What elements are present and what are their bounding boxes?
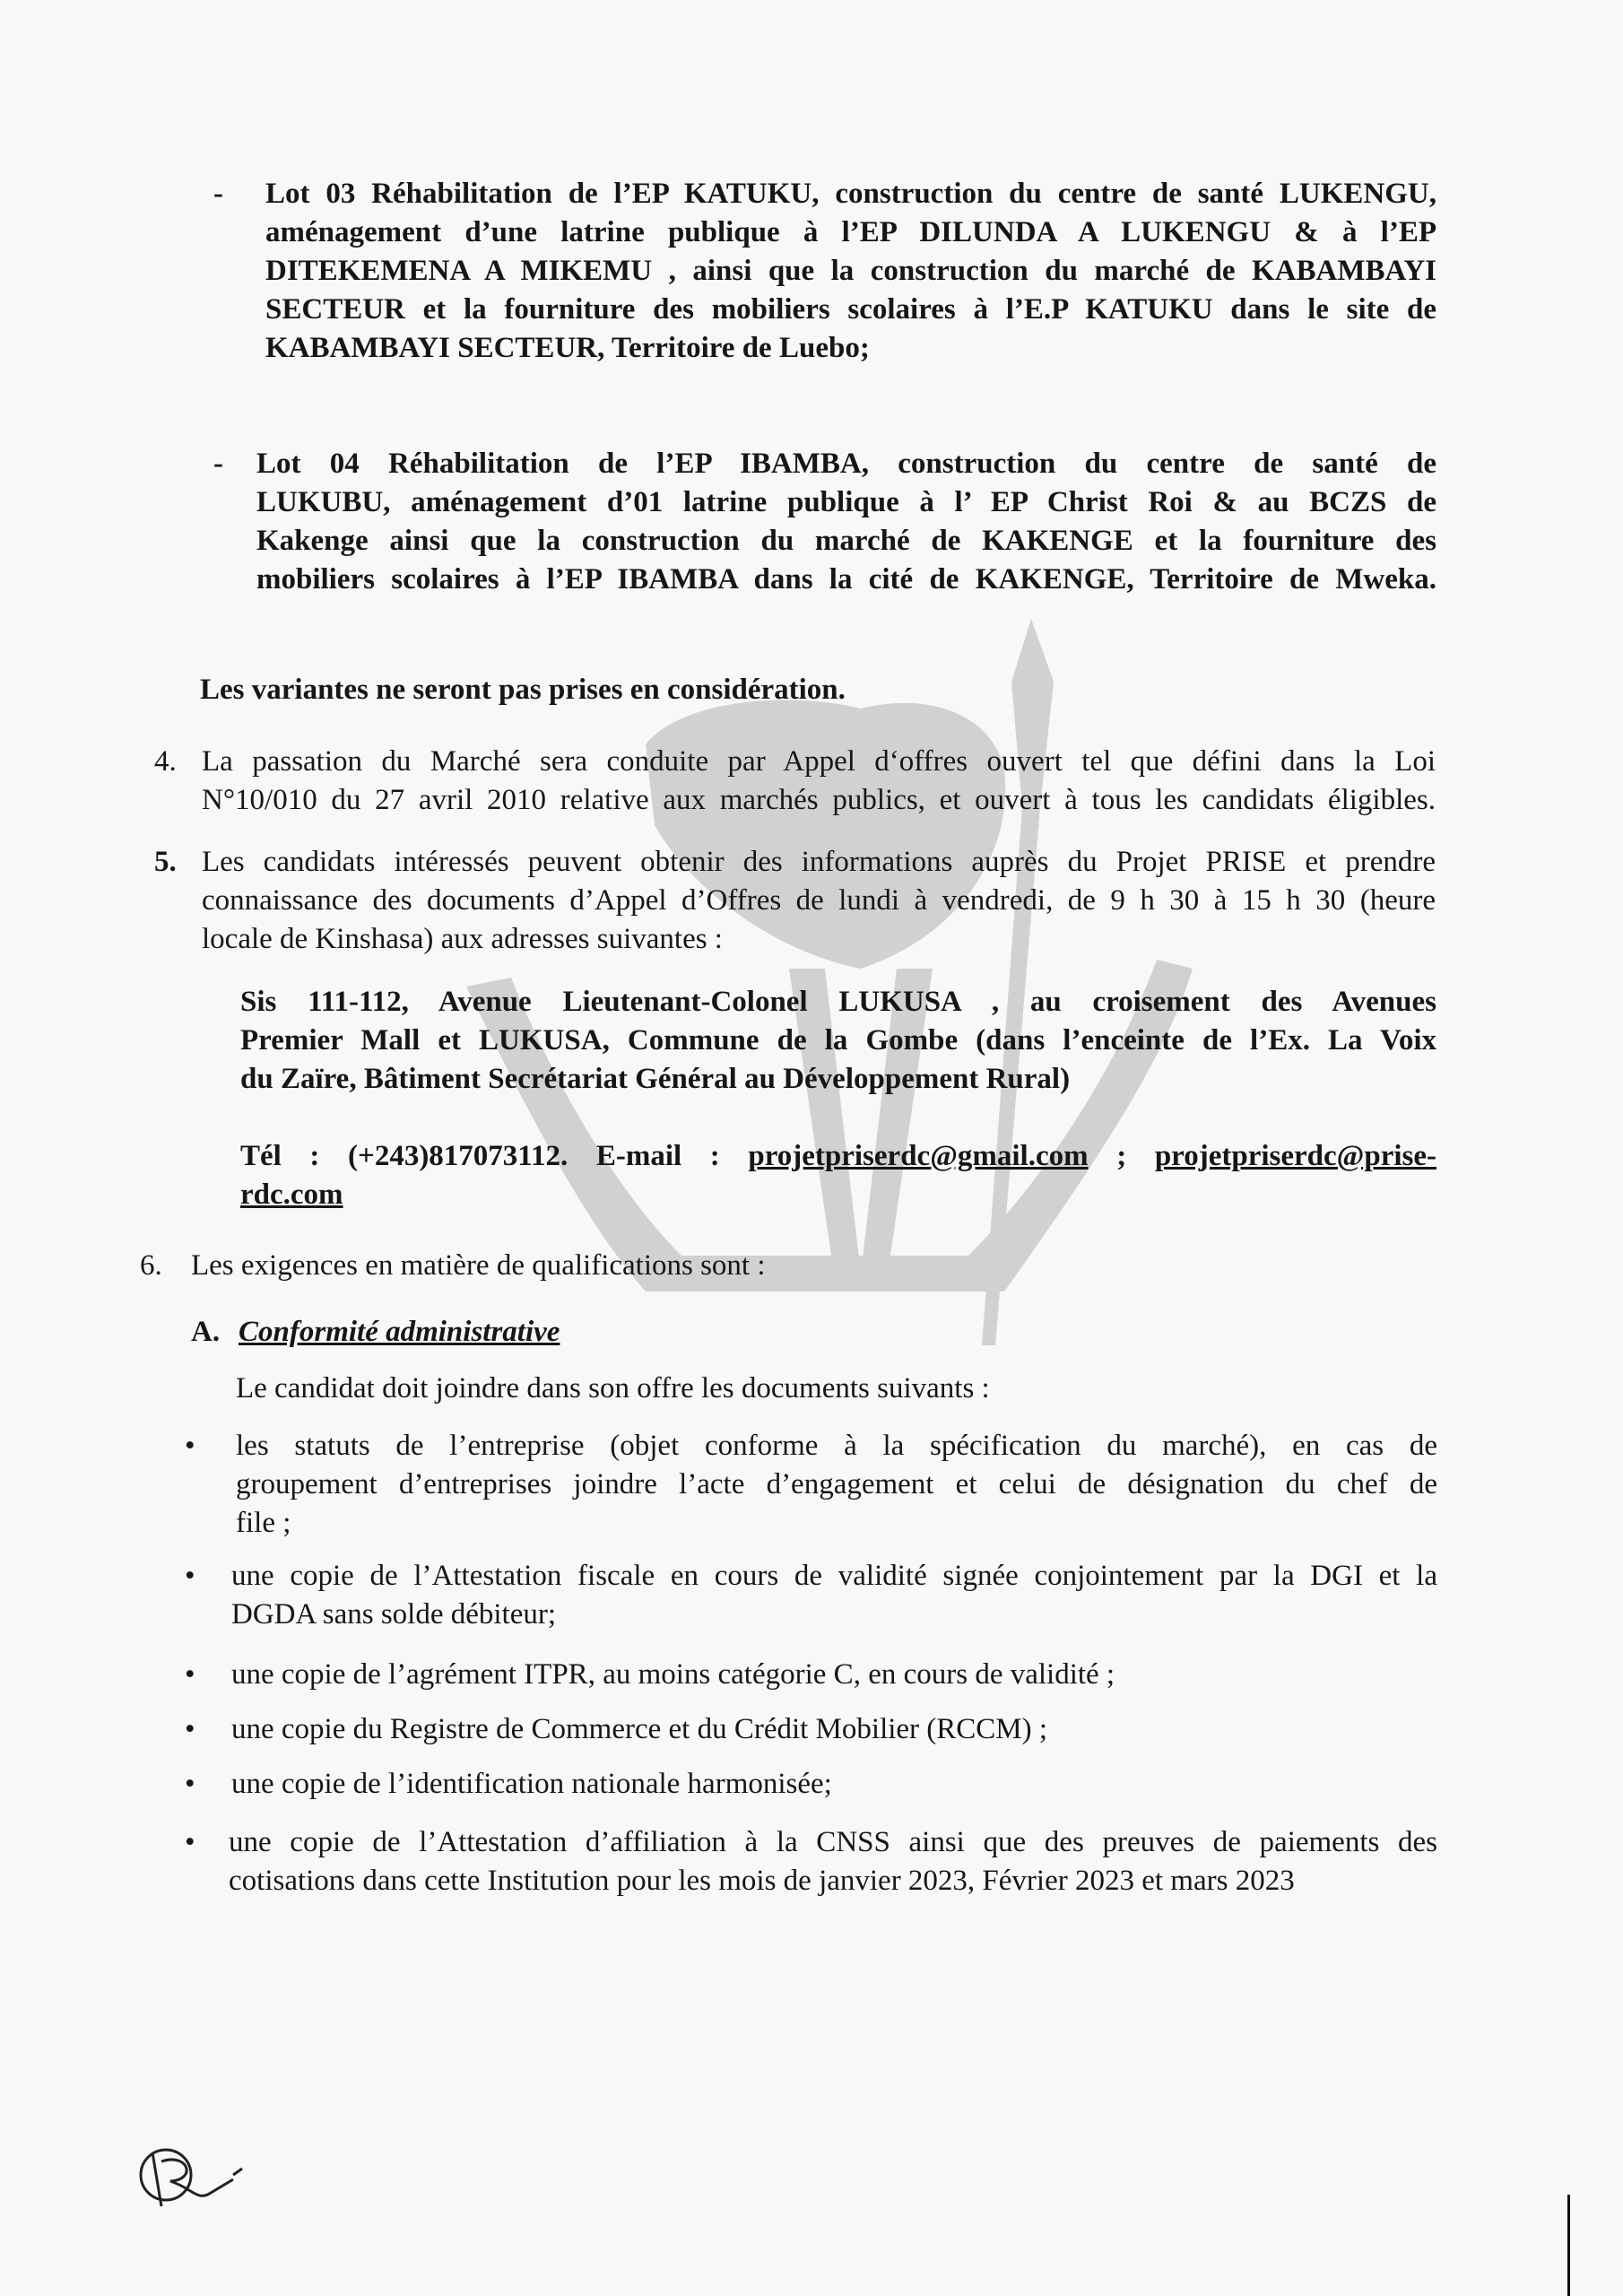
section-title: Conformité administrative	[239, 1316, 560, 1348]
text-line: La passation du Marché sera conduite par Appel d‘offres ouvert tel que défini dans la Loi	[202, 745, 1436, 778]
text-line: Sis 111-112, Avenue Lieutenant-Colonel LUKUSA , au croisement des Avenues	[240, 986, 1436, 1018]
text-line: KABAMBAYI SECTEUR, Territoire de Luebo;	[265, 332, 870, 364]
item5-paragraph	[202, 843, 1436, 959]
text-line: Lot 04 Réhabilitation de l’EP IBAMBA, construction du centre de santé de	[256, 448, 1436, 480]
item6-number: 6.	[140, 1249, 162, 1282]
list-item	[231, 1765, 832, 1804]
bullet-icon: •	[185, 1713, 195, 1745]
text-line: SECTEUR et la fourniture des mobiliers scolaires à l’E.P KATUKU dans le site de	[265, 293, 1436, 326]
email-link-prise-continued[interactable]: rdc.com	[240, 1178, 343, 1211]
lot03-paragraph	[265, 175, 1436, 368]
text-line: Les candidats intéressés peuvent obtenir des informations auprès du Projet PRISE et prendre	[202, 846, 1436, 878]
text-line: aménagement d’une latrine publique à l’EP DILUNDA A LUKENGU & à l’EP	[265, 216, 1436, 248]
text-line: une copie de l’Attestation d’affiliation à la CNSS ainsi que des preuves de paiements des	[229, 1826, 1437, 1858]
list-item	[231, 1557, 1437, 1634]
bullet-icon: •	[185, 1658, 195, 1691]
list-item	[231, 1710, 1047, 1749]
text-line: locale de Kinshasa) aux adresses suivantes :	[202, 923, 723, 955]
bullet-icon: •	[185, 1768, 195, 1800]
bullet-icon: •	[185, 1560, 195, 1592]
phone-text: Tél : (+243)817073112. E-mail :	[240, 1140, 749, 1172]
text-line: du Zaïre, Bâtiment Secrétariat Général au Développement Rural)	[240, 1063, 1071, 1095]
list-item	[229, 1823, 1437, 1900]
scan-edge-line	[1567, 2195, 1570, 2296]
section-letter: A.	[191, 1316, 221, 1348]
list-item	[236, 1427, 1437, 1543]
text-line: une copie de l’Attestation fiscale en cours de validité signée conjointement par la DGI et la	[231, 1560, 1437, 1592]
item5-number: 5.	[154, 846, 177, 878]
lot04-paragraph	[256, 445, 1436, 599]
text-line: LUKUBU, aménagement d’01 latrine publique à l’ EP Christ Roi & au BCZS de	[256, 486, 1436, 518]
email-link-gmail[interactable]: projetpriserdc@gmail.com	[748, 1140, 1089, 1172]
separator: ;	[1088, 1140, 1155, 1172]
text-line: connaissance des documents d’Appel d’Offres de lundi à vendredi, de 9 h 30 à 15 h 30 (heure	[202, 884, 1436, 917]
bullet-icon: •	[185, 1826, 195, 1858]
bullet-icon: •	[185, 1430, 195, 1462]
list-item	[231, 1656, 1115, 1694]
contact-block	[240, 1137, 1436, 1214]
text-line: file ;	[236, 1507, 291, 1539]
text-line: une copie de l’identification nationale harmonisée;	[231, 1768, 832, 1800]
text-line: cotisations dans cette Institution pour les mois de janvier 2023, Février 2023 et mars 2023	[229, 1865, 1295, 1897]
address-block	[240, 983, 1436, 1099]
item6-text: Les exigences en matière de qualifications sont :	[191, 1249, 766, 1282]
item4-paragraph	[202, 743, 1436, 820]
text-line: groupement d’entreprises joindre l’acte d’engagement et celui de désignation du chef de	[236, 1468, 1437, 1500]
text-line: Premier Mall et LUKUSA, Commune de la Gombe (dans l’enceinte de l’Ex. La Voix	[240, 1024, 1436, 1057]
text-line: une copie du Registre de Commerce et du Crédit Mobilier (RCCM) ;	[231, 1713, 1048, 1745]
text-line: Lot 03 Réhabilitation de l’EP KATUKU, construction du centre de santé LUKENGU,	[265, 178, 1436, 210]
section-intro: Le candidat doit joindre dans son offre les documents suivants :	[236, 1372, 990, 1405]
text-line: N°10/010 du 27 avril 2010 relative aux marchés publics, et ouvert à tous les candidats éligibles.	[202, 784, 1436, 816]
handwritten-initials	[126, 2126, 251, 2224]
contact-line	[240, 1137, 1436, 1176]
variantes-note: Les variantes ne seront pas prises en considération.	[200, 674, 846, 706]
text-line: une copie de l’agrément ITPR, au moins catégorie C, en cours de validité ;	[231, 1658, 1115, 1691]
text-line: Kakenge ainsi que la construction du marché de KAKENGE et la fourniture des	[256, 525, 1436, 557]
email-link-prise[interactable]: projetpriserdc@prise-	[1154, 1140, 1436, 1172]
item4-number: 4.	[154, 745, 177, 778]
text-line: mobiliers scolaires à l’EP IBAMBA dans la cité de KAKENGE, Territoire de Mweka.	[256, 563, 1436, 596]
text-line: DGDA sans solde débiteur;	[231, 1598, 557, 1631]
lot03-dash: -	[213, 178, 223, 210]
text-line: les statuts de l’entreprise (objet conforme à la spécification du marché), en cas de	[236, 1430, 1437, 1462]
text-line: DITEKEMENA A MIKEMU , ainsi que la construction du marché de KABAMBAYI	[265, 255, 1436, 287]
lot04-dash: -	[213, 448, 223, 480]
